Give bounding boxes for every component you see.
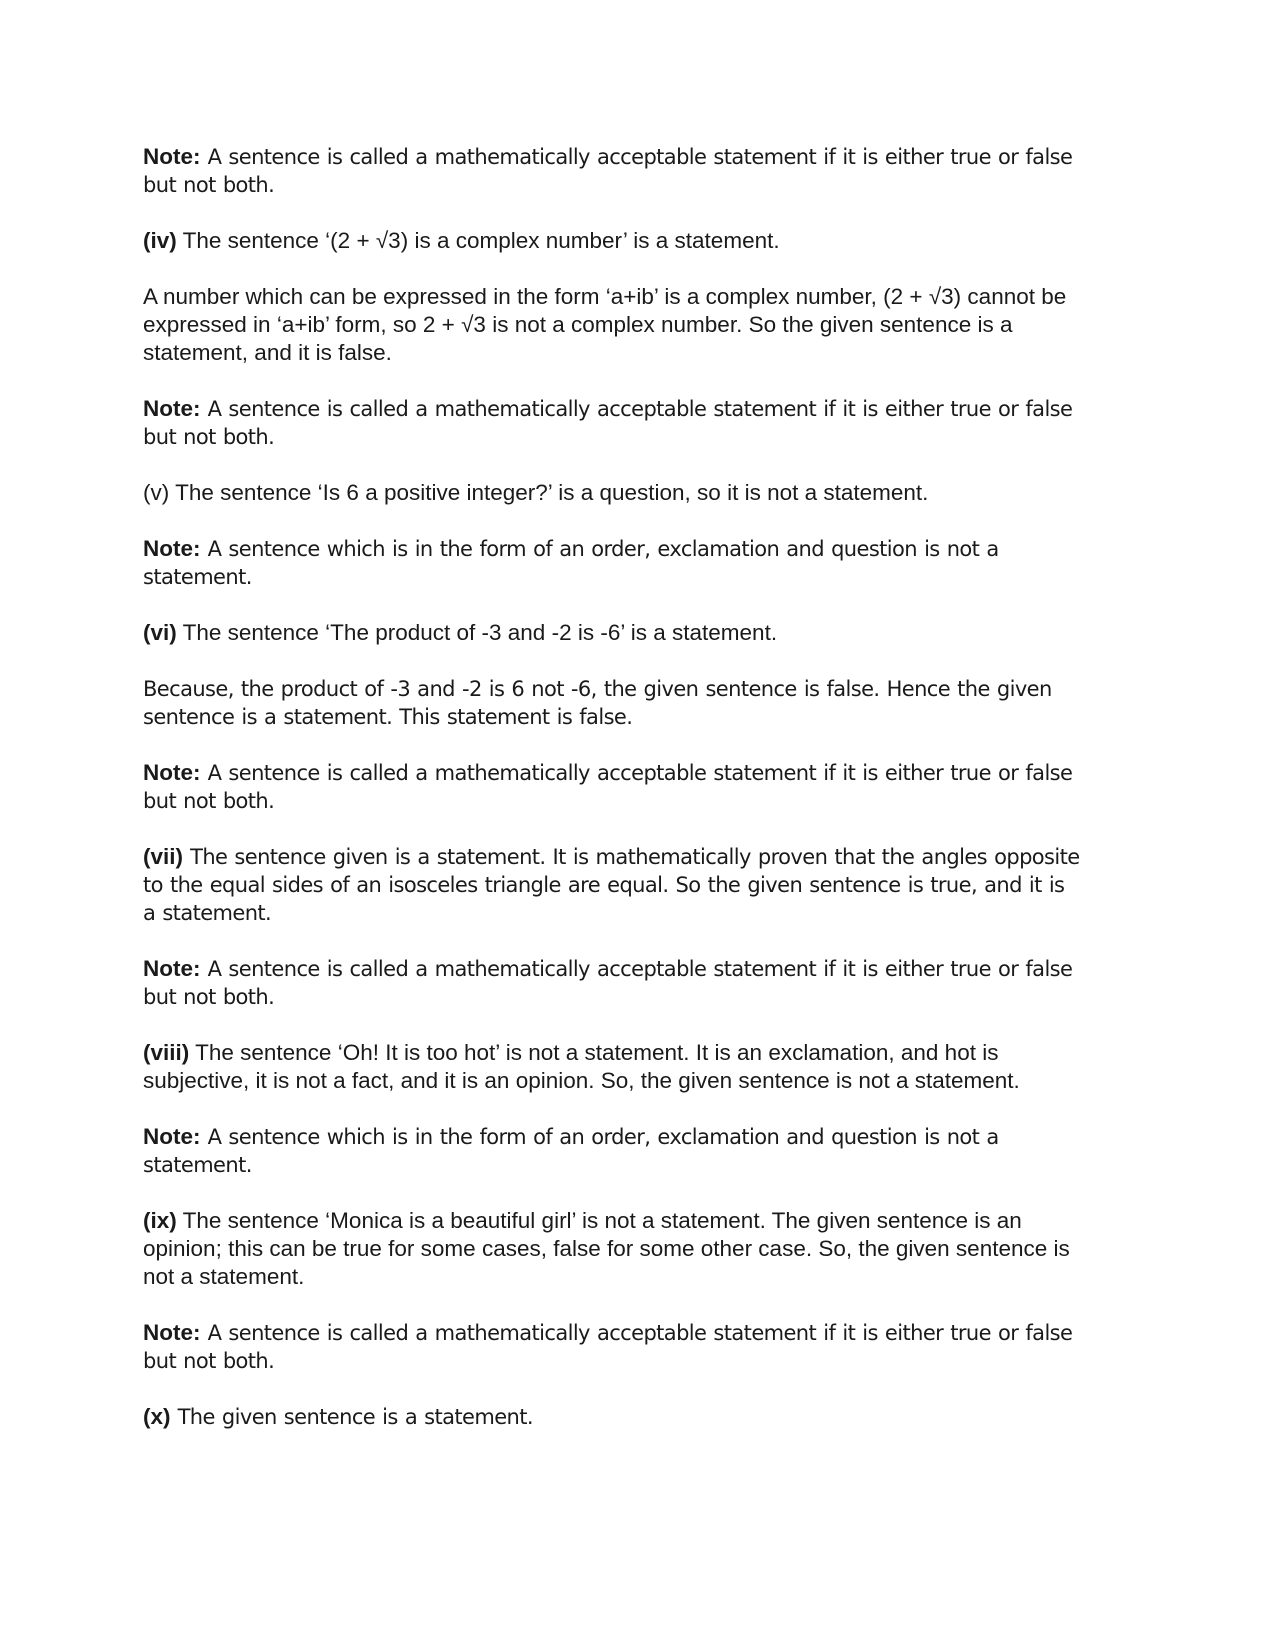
item-vi-paragraph [143, 619, 1083, 647]
item-text: The sentence given is a statement. It is mathematically proven that the angles opposite to the equal sides of an isosceles triangle are equal. So the given sentence is true, and it is a statement. [143, 845, 1080, 925]
explanation-paragraph [143, 675, 1083, 731]
item-text: The sentence ‘Monica is a beautiful girl’ is not a statement. The given sentence is an opinion; this can be true for some cases, false for some other case. So, the given sentence is not a statement. [143, 1208, 1070, 1289]
item-iv-paragraph [143, 227, 1083, 255]
note-paragraph [143, 143, 1083, 199]
note-paragraph [143, 1319, 1083, 1375]
document-page [143, 143, 1083, 1459]
item-ix-paragraph [143, 1207, 1083, 1291]
note-text: A sentence is called a mathematically acceptable statement if it is either true or false but not both. [143, 1321, 1073, 1373]
note-label: Note: [143, 396, 201, 421]
item-x-paragraph [143, 1403, 1083, 1431]
item-label: (vi) [143, 620, 177, 645]
item-label: (ix) [143, 1208, 177, 1233]
note-paragraph [143, 395, 1083, 451]
item-label: (viii) [143, 1040, 190, 1065]
item-viii-paragraph [143, 1039, 1083, 1095]
note-paragraph [143, 759, 1083, 815]
explanation-paragraph [143, 283, 1083, 367]
item-text: The sentence ‘(2 + √3) is a complex number’ is a statement. [176, 228, 780, 253]
item-label: (x) [143, 1404, 171, 1429]
note-text: A sentence is called a mathematically acceptable statement if it is either true or false but not both. [143, 957, 1073, 1009]
note-text: A sentence which is in the form of an order, exclamation and question is not a statement. [143, 1125, 999, 1177]
note-text: A sentence is called a mathematically acceptable statement if it is either true or false but not both. [143, 761, 1073, 813]
item-text: (v) The sentence ‘Is 6 a positive integer?’ is a question, so it is not a statement. [143, 480, 929, 505]
note-label: Note: [143, 956, 201, 981]
explanation-text: A number which can be expressed in the form ‘a+ib’ is a complex number, (2 + √3) cannot be expressed in ‘a+ib’ form, so 2 + √3 is not a complex number. So the given sentence is a statement, and it is false. [143, 284, 1067, 365]
note-text: A sentence is called a mathematically acceptable statement if it is either true or false but not both. [143, 145, 1073, 197]
note-label: Note: [143, 144, 201, 169]
item-vii-paragraph [143, 843, 1083, 927]
note-label: Note: [143, 1124, 201, 1149]
note-paragraph [143, 1123, 1083, 1179]
note-text: A sentence is called a mathematically acceptable statement if it is either true or false but not both. [143, 397, 1073, 449]
note-paragraph [143, 955, 1083, 1011]
item-label: (vii) [143, 844, 184, 869]
note-text: A sentence which is in the form of an order, exclamation and question is not a statement. [143, 537, 999, 589]
note-label: Note: [143, 536, 201, 561]
note-paragraph [143, 535, 1083, 591]
note-label: Note: [143, 760, 201, 785]
item-text: The given sentence is a statement. [170, 1405, 533, 1429]
note-label: Note: [143, 1320, 201, 1345]
item-label: (iv) [143, 228, 177, 253]
item-text: The sentence ‘The product of -3 and -2 is -6’ is a statement. [176, 620, 778, 645]
item-text: The sentence ‘Oh! It is too hot’ is not a statement. It is an exclamation, and hot is subjective, it is not a fact, and it is an opinion. So, the given sentence is not a statement. [143, 1040, 1020, 1093]
explanation-text: Because, the product of -3 and -2 is 6 not -6, the given sentence is false. Hence the given sentence is a statement. This statement is false. [143, 677, 1052, 729]
item-v-paragraph [143, 479, 1083, 507]
